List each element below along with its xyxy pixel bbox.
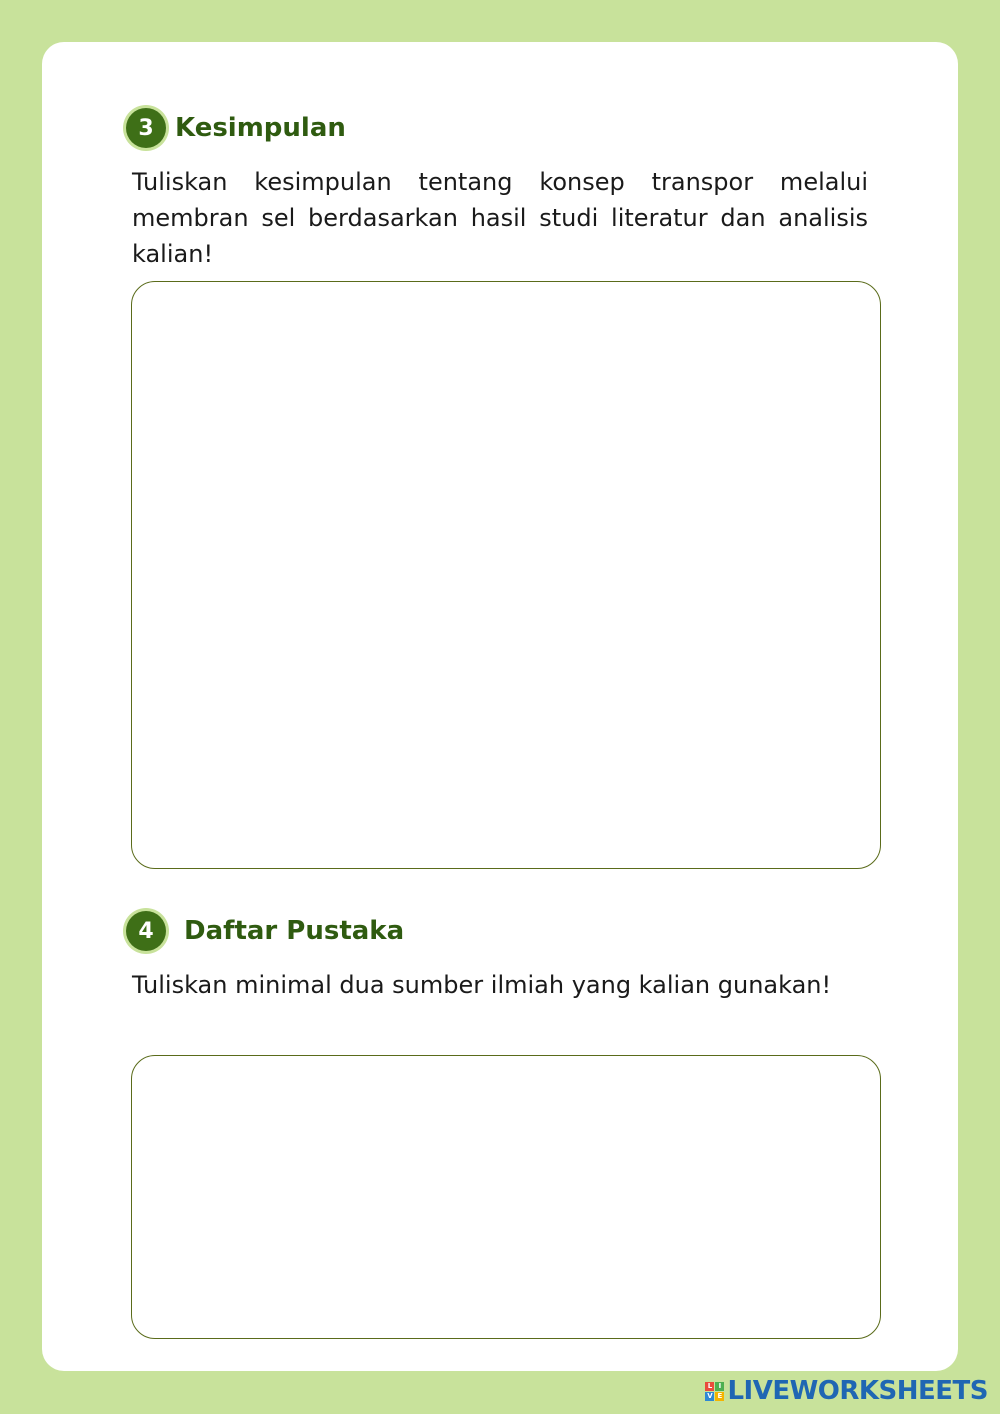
section-3-instruction: Tuliskan kesimpulan tentang konsep transpor melalui membran sel berdasarkan hasil studi literatur dan analisis kalian!: [132, 168, 868, 268]
logo-letter-v: V: [707, 1391, 713, 1400]
conclusion-answer-box[interactable]: [131, 281, 881, 869]
liveworksheets-logo-icon: [705, 1382, 724, 1401]
section-4-header: [126, 911, 404, 951]
section-3-title: Kesimpulan: [175, 113, 346, 143]
section-4-title: Daftar Pustaka: [184, 916, 405, 946]
logo-letter-e: E: [715, 1392, 724, 1401]
liveworksheets-wordmark: LIVEWORKSHEETS: [727, 1376, 988, 1406]
logo-letter-i: I: [715, 1382, 724, 1391]
section-3-header: [126, 108, 346, 148]
references-answer-box[interactable]: [131, 1055, 881, 1339]
section-4-number-badge: 4: [126, 911, 166, 951]
liveworksheets-branding: [705, 1376, 988, 1406]
logo-letter-l: L: [705, 1382, 714, 1391]
section-3-number-badge: 3: [126, 108, 166, 148]
worksheet-card: [42, 42, 958, 1371]
section-4-instruction: Tuliskan minimal dua sumber ilmiah yang kalian gunakan!: [132, 971, 832, 999]
